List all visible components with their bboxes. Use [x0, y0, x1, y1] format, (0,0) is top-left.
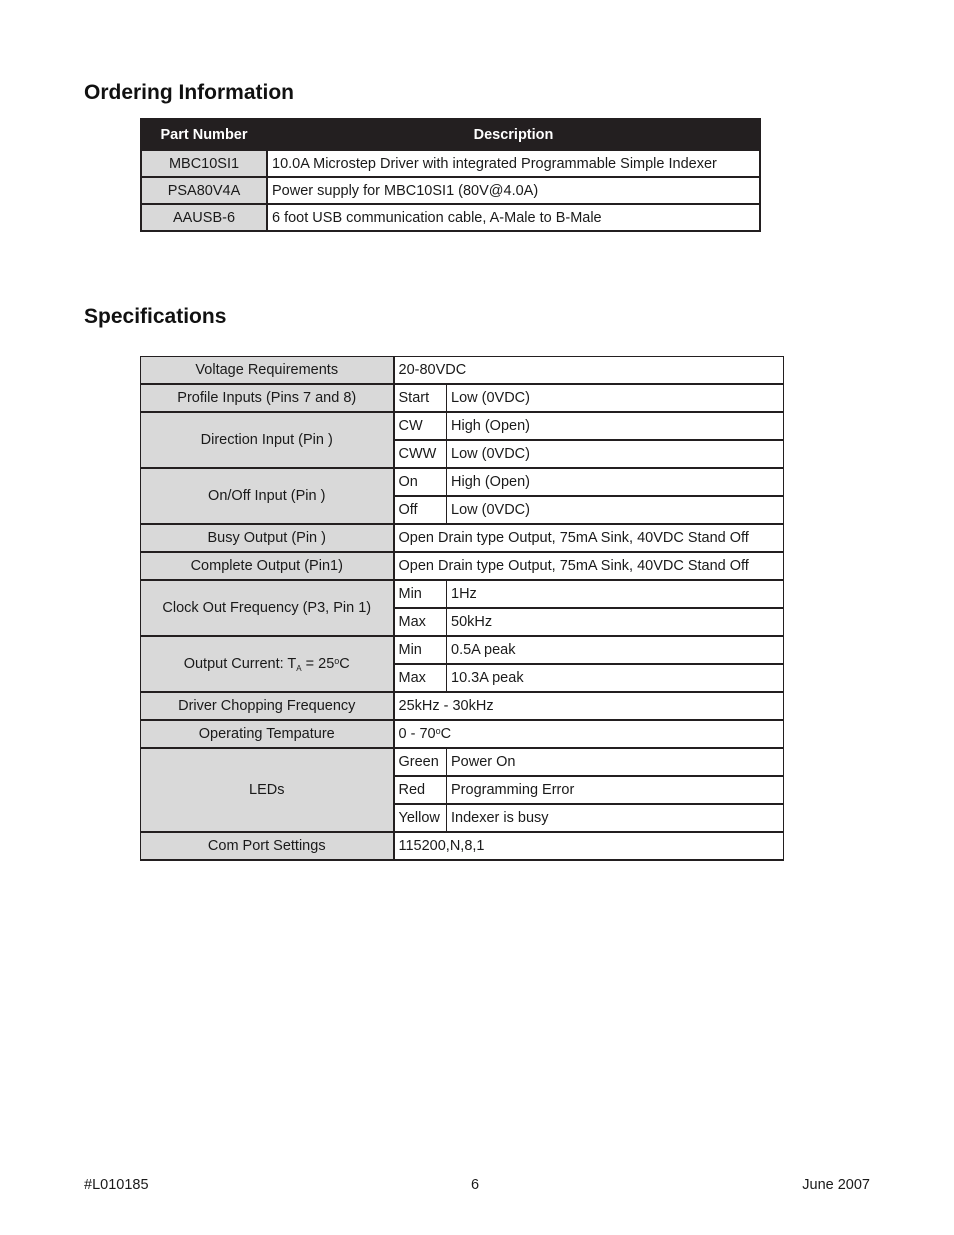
- spec-value: High (Open): [447, 412, 784, 440]
- spec-label: [141, 636, 394, 692]
- spec-key: On: [394, 468, 447, 496]
- table-row: [141, 357, 784, 385]
- spec-value: 25kHz - 30kHz: [394, 692, 784, 720]
- spec-label: Voltage Requirements: [141, 357, 394, 385]
- spec-key: Off: [394, 496, 447, 524]
- table-row: [141, 412, 784, 440]
- spec-label-text: = 25: [301, 655, 335, 672]
- description-cell: 10.0A Microstep Driver with integrated Programmable Simple Indexer: [267, 150, 760, 177]
- specifications-section-title: Specifications: [84, 305, 227, 328]
- footer-doc-number: #L010185: [84, 1177, 149, 1193]
- table-row: [141, 177, 760, 204]
- part-number-cell: AAUSB-6: [141, 204, 267, 231]
- spec-key: Red: [394, 776, 447, 804]
- table-row: [141, 384, 784, 412]
- spec-value: High (Open): [447, 468, 784, 496]
- spec-value-text: 0 - 70: [398, 726, 436, 742]
- table-row: [141, 748, 784, 776]
- part-number-header: Part Number: [141, 119, 267, 150]
- spec-key: Min: [394, 580, 447, 608]
- spec-label: Clock Out Frequency (P3, Pin 1): [141, 580, 394, 636]
- table-row: [141, 468, 784, 496]
- spec-key: Start: [394, 384, 447, 412]
- table-row: [141, 636, 784, 664]
- description-header: Description: [267, 119, 760, 150]
- spec-value: 20-80VDC: [394, 357, 784, 385]
- spec-value: [394, 720, 784, 748]
- description-cell: Power supply for MBC10SI1 (80V@4.0A): [267, 177, 760, 204]
- ordering-table: [140, 118, 761, 232]
- spec-value: Low (0VDC): [447, 496, 784, 524]
- spec-label: Operating Tempature: [141, 720, 394, 748]
- ordering-section-title: Ordering Information: [84, 81, 294, 104]
- spec-value: Low (0VDC): [447, 384, 784, 412]
- degree-mark: o: [435, 726, 441, 736]
- table-row: [141, 524, 784, 552]
- specifications-table: [140, 356, 784, 861]
- part-number-cell: PSA80V4A: [141, 177, 267, 204]
- spec-label: Com Port Settings: [141, 832, 394, 860]
- table-row: [141, 692, 784, 720]
- table-row: [141, 552, 784, 580]
- spec-label: Complete Output (Pin1): [141, 552, 394, 580]
- footer-page-number: 6: [471, 1177, 480, 1193]
- spec-label: LEDs: [141, 748, 394, 832]
- table-row: [141, 150, 760, 177]
- spec-label: Profile Inputs (Pins 7 and 8): [141, 384, 394, 412]
- spec-label: Busy Output (Pin ): [141, 524, 394, 552]
- subscript: A: [296, 663, 302, 673]
- spec-value: 115200,N,8,1: [394, 832, 784, 860]
- spec-value: 0.5A peak: [447, 636, 784, 664]
- spec-value: Indexer is busy: [447, 804, 784, 832]
- footer-date: June 2007: [802, 1177, 870, 1193]
- spec-value: 1Hz: [447, 580, 784, 608]
- spec-label-text: Output Current: T: [183, 655, 297, 672]
- table-row: [141, 720, 784, 748]
- spec-key: Min: [394, 636, 447, 664]
- spec-key: CW: [394, 412, 447, 440]
- spec-value: Open Drain type Output, 75mA Sink, 40VDC Stand Off: [394, 552, 784, 580]
- spec-value-text: C: [440, 726, 452, 742]
- ordering-header-row: [141, 119, 760, 150]
- table-row: [141, 832, 784, 860]
- spec-key: Max: [394, 664, 447, 692]
- spec-label: Direction Input (Pin ): [141, 412, 394, 468]
- spec-key: Max: [394, 608, 447, 636]
- spec-value: Programming Error: [447, 776, 784, 804]
- spec-key: Yellow: [394, 804, 447, 832]
- table-row: [141, 580, 784, 608]
- spec-value: Open Drain type Output, 75mA Sink, 40VDC Stand Off: [394, 524, 784, 552]
- spec-value: Power On: [447, 748, 784, 776]
- spec-value: 10.3A peak: [447, 664, 784, 692]
- spec-key: Green: [394, 748, 447, 776]
- table-row: [141, 204, 760, 231]
- part-number-cell: MBC10SI1: [141, 150, 267, 177]
- spec-value: Low (0VDC): [447, 440, 784, 468]
- spec-key: CWW: [394, 440, 447, 468]
- degree-mark: o: [334, 655, 340, 666]
- spec-label-text: C: [339, 655, 350, 672]
- spec-value: 50kHz: [447, 608, 784, 636]
- spec-label: Driver Chopping Frequency: [141, 692, 394, 720]
- description-cell: 6 foot USB communication cable, A-Male to B-Male: [267, 204, 760, 231]
- spec-label: On/Off Input (Pin ): [141, 468, 394, 524]
